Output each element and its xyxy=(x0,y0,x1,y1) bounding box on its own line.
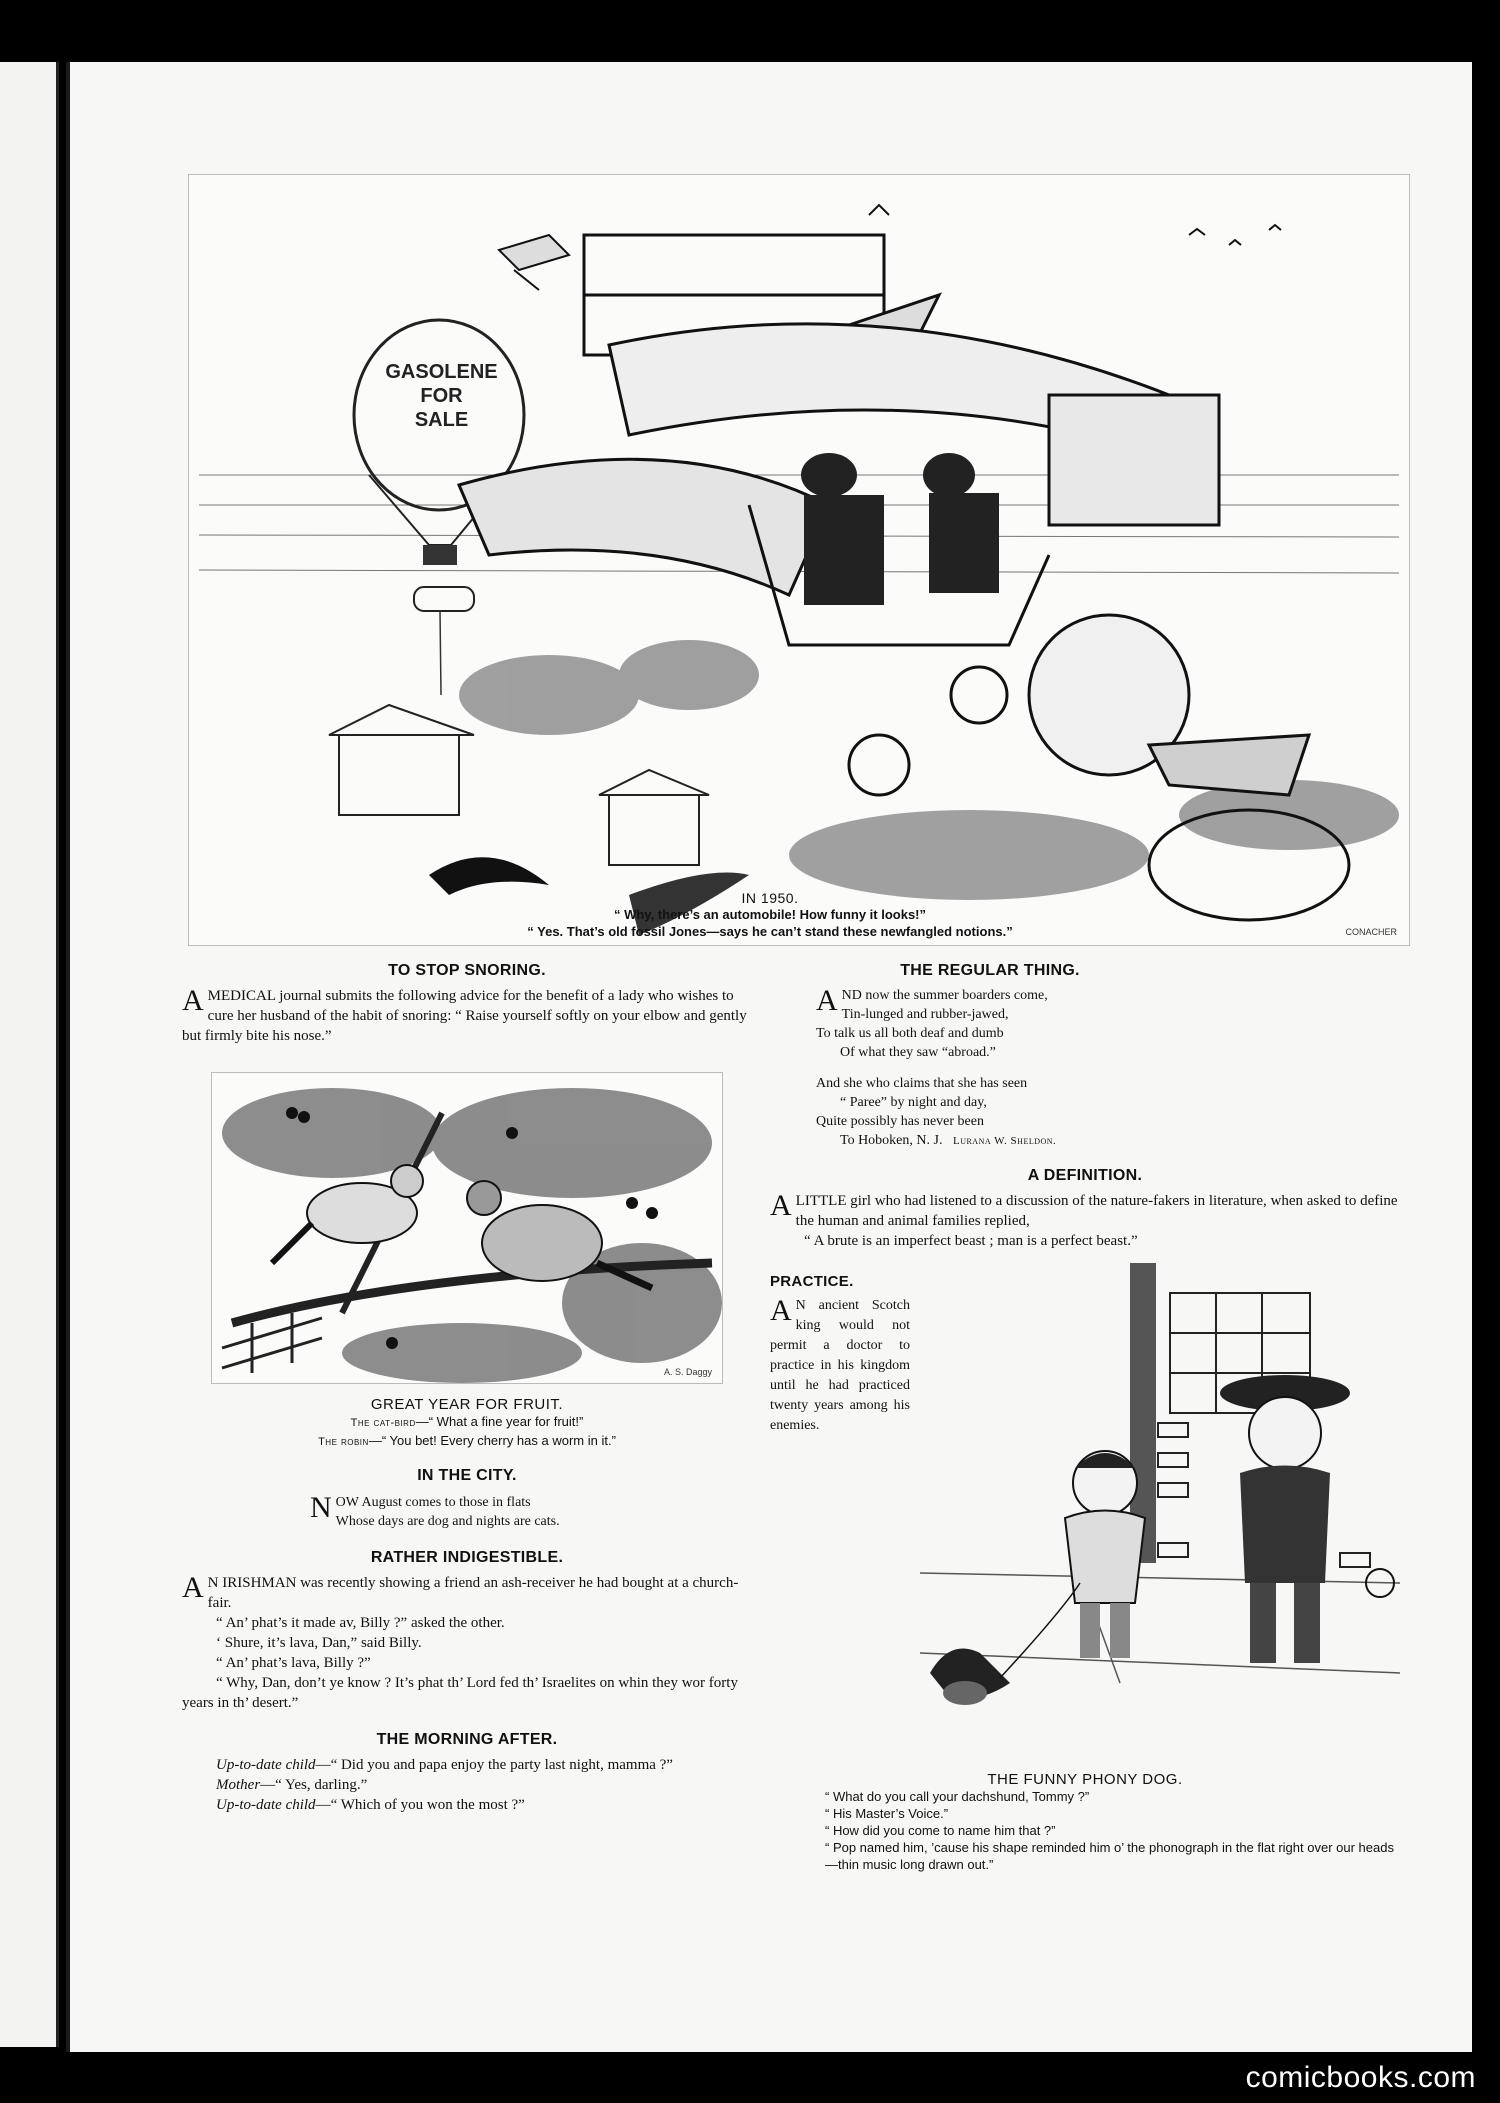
poem-line: And she who claims that she has seen xyxy=(816,1076,1028,1091)
practice-block xyxy=(770,1273,1400,1763)
cartoon-airship-illustration xyxy=(188,174,1410,946)
caption-funny-phony-dog xyxy=(770,1771,1400,1873)
poem-regular-thing xyxy=(816,986,1216,1151)
dialogue: —“ You bet! Every cherry has a worm in it.” xyxy=(368,1433,616,1448)
dialogue-line: Mother—“ Yes, darling.” xyxy=(216,1777,368,1793)
caption-line-4: “ Pop named him, ’cause his shape reminded him o’ the phonograph in the flat right over our heads—thin music long drawn out.” xyxy=(825,1840,1394,1872)
dialogue-line: Up-to-date child—“ Did you and papa enjoy the party last night, mamma ?” xyxy=(216,1757,673,1773)
article-paragraph: “ Why, Dan, don’t ye know ? It’s phat th’ Lord fed th’ Israelites on whin they wor forty years in th’ desert.” xyxy=(182,1675,738,1711)
right-column xyxy=(770,962,1400,1873)
poem-author: Lurana W. Sheldon. xyxy=(952,1135,1057,1147)
heading-practice: PRACTICE. xyxy=(770,1273,854,1290)
article-paragraph: “ A brute is an imperfect beast ; man is a perfect beast.” xyxy=(804,1233,1138,1249)
article-morning-after xyxy=(182,1755,752,1815)
caption-line-2: “ Yes. That’s old fossil Jones—says he can’t stand these newfangled notions.” xyxy=(527,924,1013,939)
poem-line: Quite possibly has never been xyxy=(816,1114,984,1129)
article-rather-indigestible xyxy=(182,1573,752,1713)
heading-regular-thing: THE REGULAR THING. xyxy=(900,962,1080,979)
poem-line: Whose days are dog and nights are cats. xyxy=(335,1514,560,1529)
balloon-word-1: GASOLENE xyxy=(385,361,498,383)
caption-great-year xyxy=(182,1396,752,1451)
dialogue-line: Up-to-date child—“ Which of you won the most ?” xyxy=(216,1797,525,1813)
dropcap: A xyxy=(816,984,838,1017)
speaker: The robin xyxy=(318,1436,369,1448)
airship-drawing xyxy=(189,175,1409,945)
heading-morning-after: THE MORNING AFTER. xyxy=(376,1731,558,1748)
article-paragraph: “ An’ phat’s it made av, Billy ?” asked the other. xyxy=(216,1615,505,1631)
caption-title: IN 1950. xyxy=(741,890,799,906)
dropcap: N xyxy=(310,1491,332,1524)
balloon-word-3: SALE xyxy=(414,409,469,431)
poem-line: Of what they saw “abroad.” xyxy=(840,1045,996,1060)
balloon-lettering xyxy=(374,360,509,432)
caption-line-2: “ His Master’s Voice.” xyxy=(825,1806,949,1821)
caption-in-1950 xyxy=(270,890,1270,940)
article-practice xyxy=(770,1296,910,1436)
poem-in-the-city xyxy=(310,1493,752,1531)
article-paragraph: ALITTLE girl who had listened to a discussion of the nature-fakers in literature, when asked to define the human and animal families replied, xyxy=(770,1189,1398,1229)
article-paragraph: “ An’ phat’s lava, Billy ?” xyxy=(216,1655,371,1671)
magazine-page xyxy=(66,62,1472,2052)
poem-line: OW August comes to those in flats xyxy=(335,1495,531,1510)
caption-line-1: “ Why, there’s an automobile! How funny it looks!” xyxy=(613,907,926,922)
caption-line-1 xyxy=(182,1413,752,1432)
heading-in-the-city: IN THE CITY. xyxy=(417,1467,517,1484)
speaker: The cat-bird xyxy=(350,1417,416,1429)
birds-drawing xyxy=(212,1073,722,1383)
birds-signature: A. S. Daggy xyxy=(663,1367,712,1377)
article-to-stop-snoring xyxy=(182,986,752,1046)
caption-line-1: “ What do you call your dachshund, Tommy ?” xyxy=(825,1789,1090,1804)
poem-line: Tin-lunged and rubber-jawed, xyxy=(841,1007,1009,1022)
site-watermark: comicbooks.com xyxy=(1245,2061,1476,2094)
poem-line: “ Paree” by night and day, xyxy=(840,1095,987,1110)
poem-line: ND now the summer boarders come, xyxy=(841,988,1048,1003)
caption-title: THE FUNNY PHONY DOG. xyxy=(987,1771,1183,1788)
dropcap: A xyxy=(182,984,204,1017)
article-text: N ancient Scotch king would not permit a doctor to practice in his kingdom until he had practiced twenty years among his enemies. xyxy=(770,1298,910,1433)
cartoon-signature: CONACHER xyxy=(1345,927,1397,937)
article-text: MEDICAL journal submits the following advice for the benefit of a lady who wishes to cure her husband of the habit of snoring: “ Raise yourself softly on your elbow and gently but firmly bite his nose.” xyxy=(182,988,747,1044)
dialogue: —“ What a fine year for fruit!” xyxy=(415,1414,584,1429)
dropcap: A xyxy=(770,1189,792,1222)
left-page-edge xyxy=(0,62,59,2047)
article-paragraph: ‘ Shure, it’s lava, Dan,” said Billy. xyxy=(216,1635,422,1651)
dropcap: A xyxy=(770,1294,792,1327)
practice-article xyxy=(770,1273,910,1436)
funny-phony-dog-illustration xyxy=(920,1253,1400,1743)
caption-title: GREAT YEAR FOR FRUIT. xyxy=(370,1396,564,1413)
boys-drawing xyxy=(920,1253,1400,1743)
heading-rather-indigestible: RATHER INDIGESTIBLE. xyxy=(370,1549,564,1566)
caption-line-3: “ How did you come to name him that ?” xyxy=(825,1823,1056,1838)
balloon-word-2: FOR xyxy=(420,385,463,407)
article-paragraph: A N IRISHMAN was recently showing a friend an ash-receiver he had bought at a church-fair. xyxy=(182,1571,739,1611)
dropcap: A xyxy=(182,1571,204,1604)
article-a-definition xyxy=(770,1191,1400,1251)
poem-line: To Hoboken, N. J. Lurana W. Sheldon. xyxy=(840,1133,1057,1148)
heading-to-stop-snoring: TO STOP SNORING. xyxy=(388,962,546,979)
birds-cherry-tree-illustration xyxy=(211,1072,723,1384)
caption-line-2 xyxy=(182,1432,752,1451)
heading-a-definition: A DEFINITION. xyxy=(1027,1167,1143,1184)
poem-line: To talk us all both deaf and dumb xyxy=(816,1026,1004,1041)
left-column xyxy=(182,962,752,1815)
